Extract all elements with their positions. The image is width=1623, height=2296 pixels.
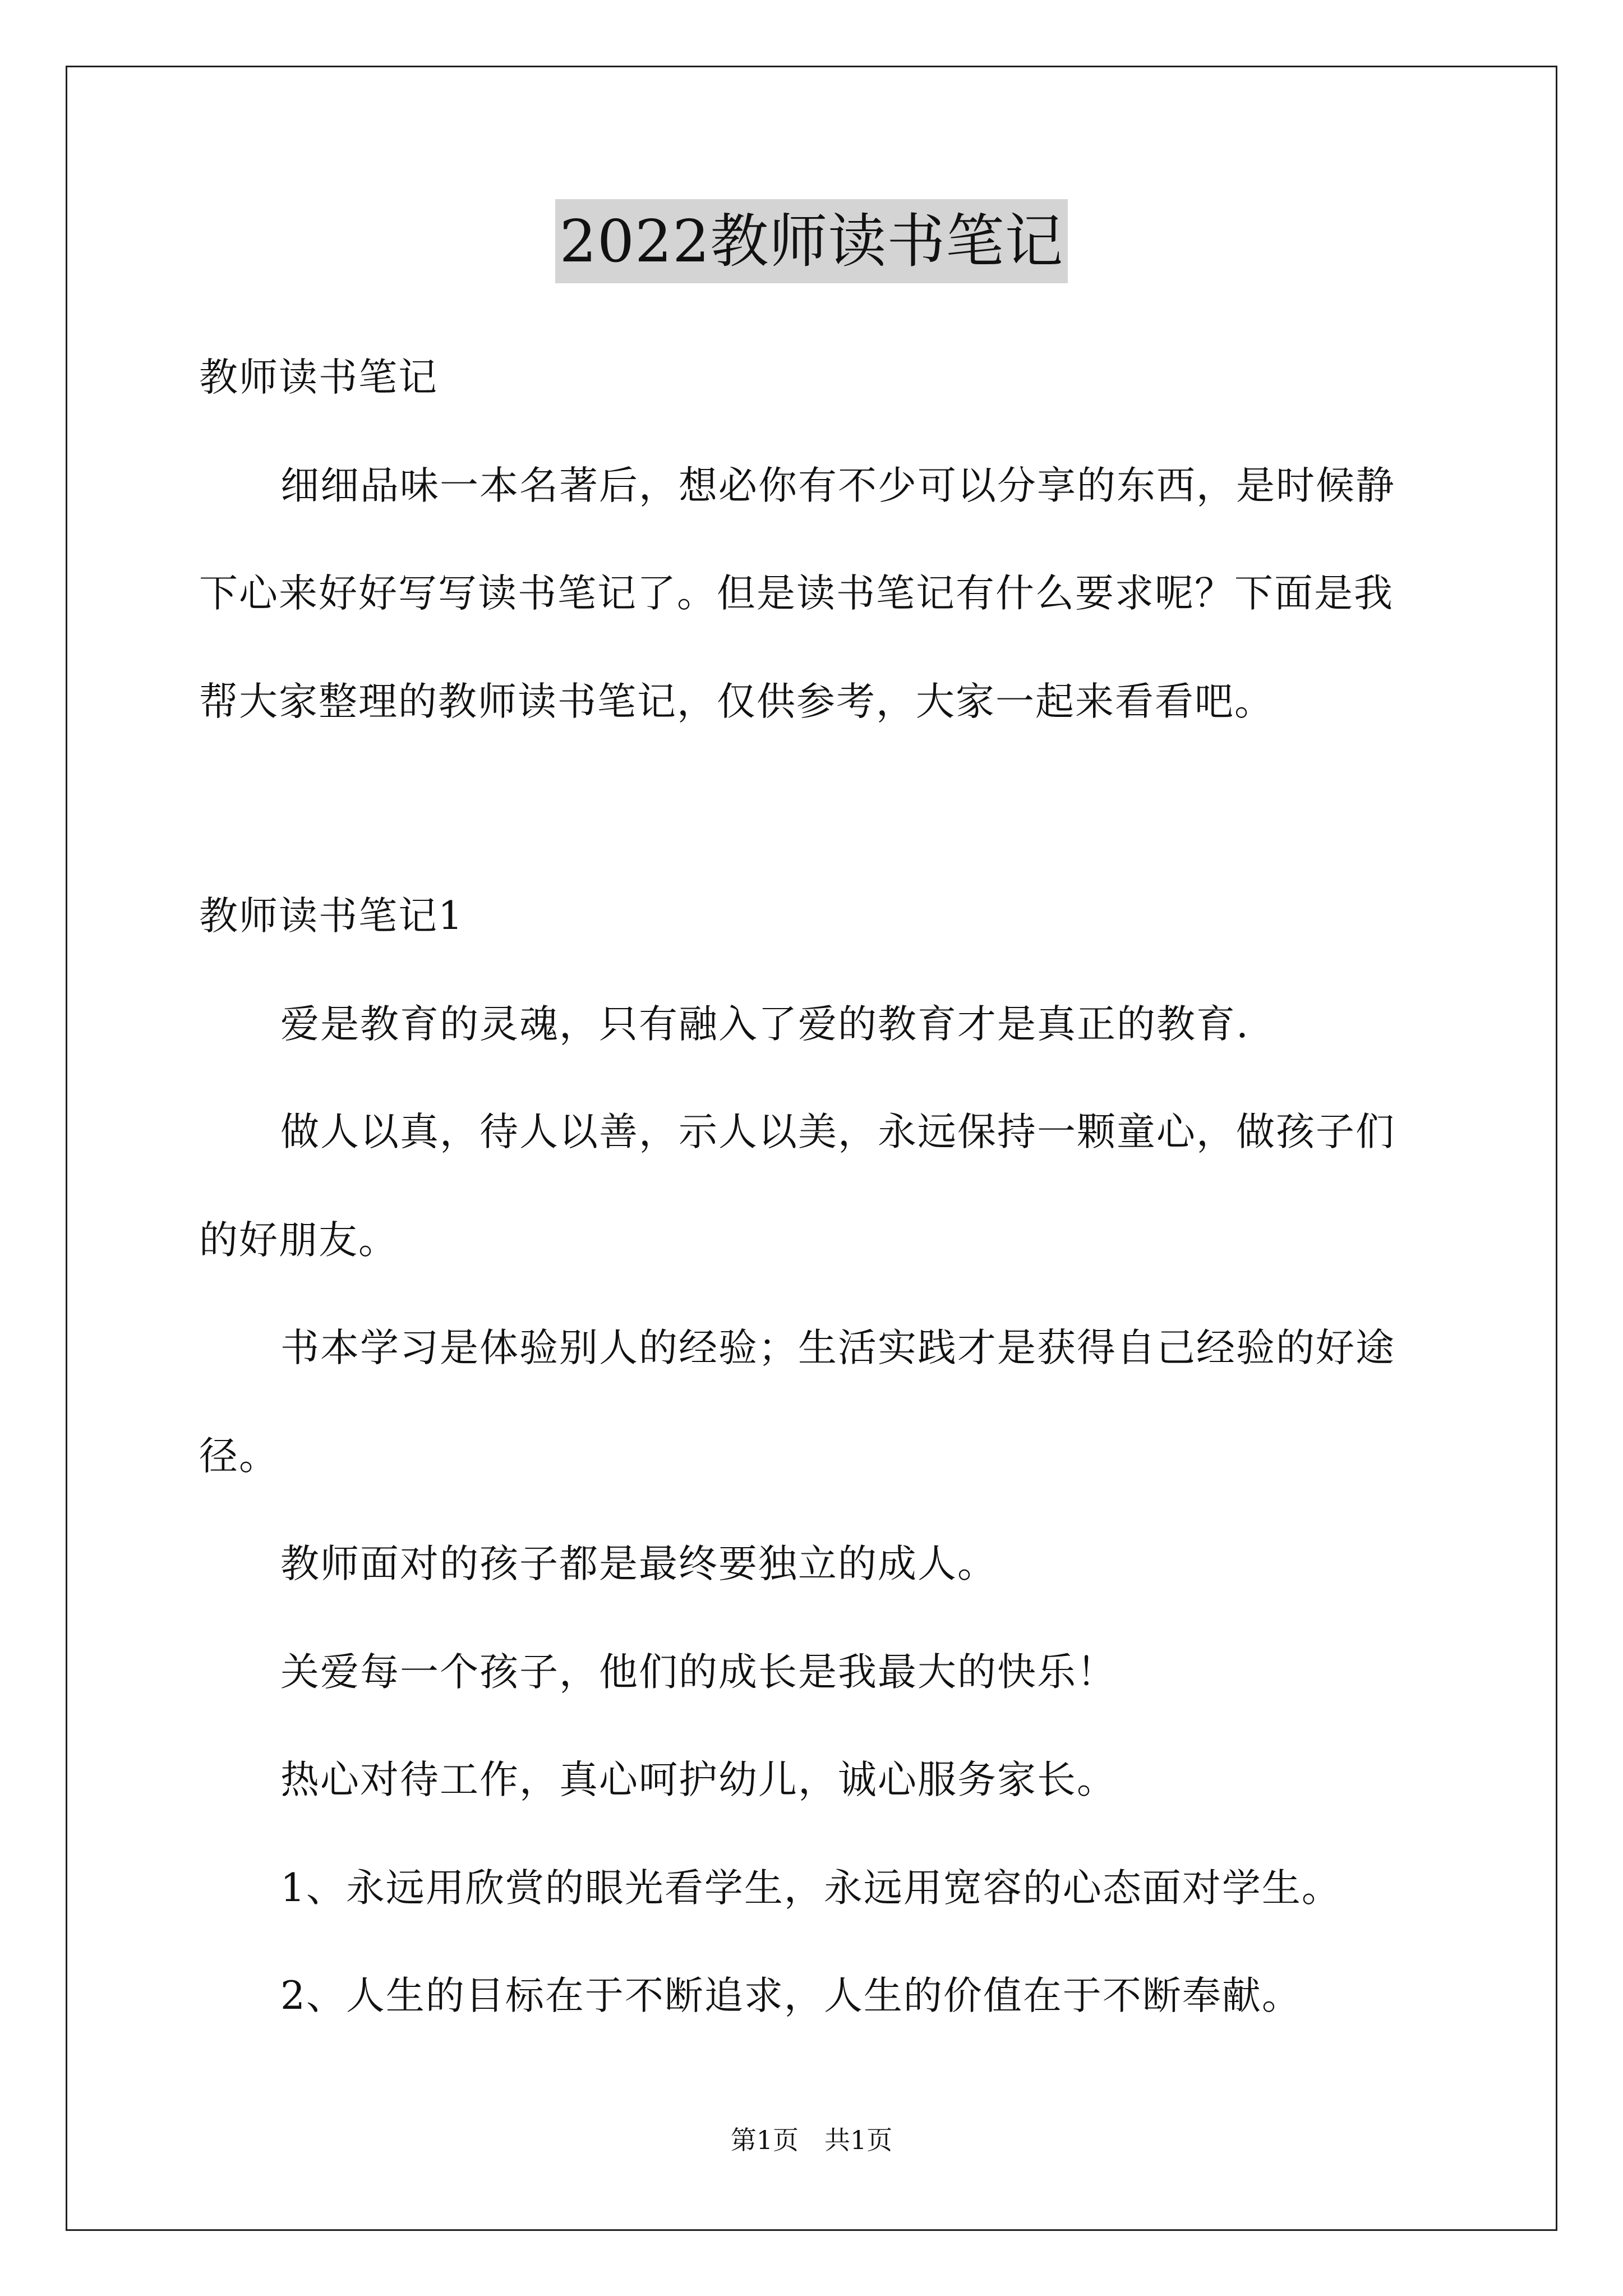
section-line-4: 书本学习是体验别人的经验；生活实践才是获得自己经验的好途	[280, 1326, 1395, 1370]
page-footer: 第1页 共1页	[730, 2125, 893, 2155]
section-line-10: 2、人生的目标在于不断追求，人生的价值在于不断奉献。	[280, 1973, 1302, 2018]
section-line-5: 径。	[199, 1434, 279, 1479]
section-line-8: 热心对待工作，真心呵护幼儿，诚心服务家长。	[280, 1757, 1117, 1802]
section-line-9: 1、永远用欣赏的眼光看学生，永远用宽容的心态面对学生。	[280, 1866, 1341, 1911]
title-container	[0, 199, 1623, 283]
section-line-2: 做人以真，待人以善，示人以美，永远保持一颗童心，做孩子们	[280, 1110, 1395, 1154]
intro-line-3: 帮大家整理的教师读书笔记，仅供参考，大家一起来看看吧。	[199, 679, 1274, 724]
intro-line-1: 细细品味一本名著后，想必你有不少可以分享的东西，是时候静	[280, 463, 1395, 508]
section-line-1: 爱是教育的灵魂，只有融入了爱的教育才是真正的教育.	[280, 1002, 1249, 1047]
intro-line-2: 下心来好好写写读书笔记了。但是读书笔记有什么要求呢？下面是我	[199, 571, 1394, 616]
section-heading: 教师读书笔记1	[199, 894, 464, 938]
subtitle: 教师读书笔记	[199, 355, 438, 400]
section-line-7: 关爱每一个孩子，他们的成长是我最大的快乐！	[280, 1650, 1117, 1695]
section-line-3: 的好朋友。	[199, 1218, 398, 1263]
document-title: 2022教师读书笔记	[555, 199, 1068, 283]
section-line-6: 教师面对的孩子都是最终要独立的成人。	[280, 1542, 997, 1586]
